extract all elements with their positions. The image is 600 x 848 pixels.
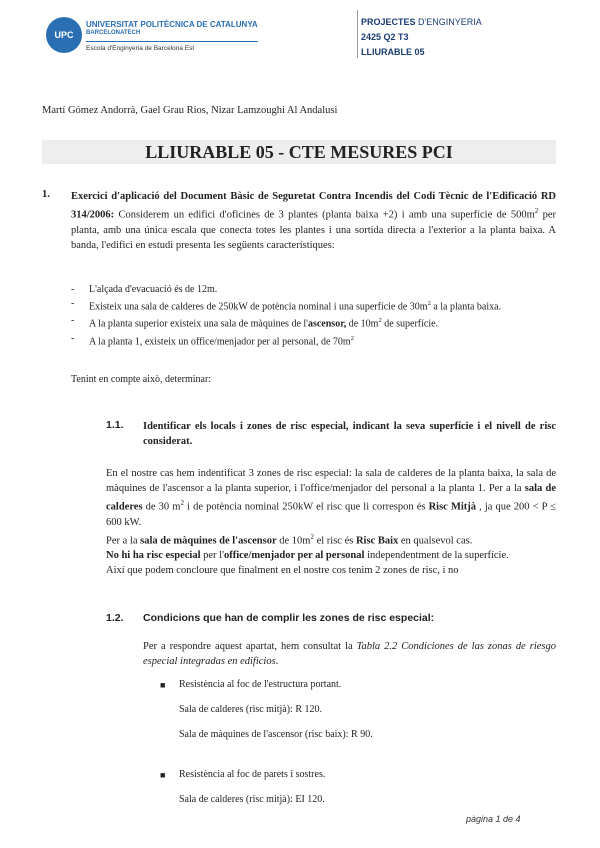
list-item-text: a la planta baixa.	[430, 301, 502, 313]
square-bullet-icon: ■	[160, 770, 166, 780]
list-item	[71, 297, 531, 314]
answer-paragraph	[106, 530, 556, 549]
authors: Martí Gómez Andorrà, Gael Grau Rios, Nizar Lamzoughi Al Andalusi	[42, 105, 338, 116]
section-1-2-number: 1.2.	[106, 612, 124, 624]
section-1-2-title: Condicions que han de complir les zones de risc especial:	[143, 612, 435, 624]
list-item	[71, 283, 531, 297]
answer-sup: 2	[310, 532, 314, 541]
list-item-text: de superfície.	[381, 318, 439, 330]
sub-item: Sala de màquines de l'ascensor (risc baix): R 90.	[179, 729, 373, 740]
answer-bold: Risc Baix	[355, 535, 399, 546]
list-item-sup: 2	[350, 334, 354, 342]
answer-text: , ja que 200 < P ≤ 600 kW.	[106, 501, 556, 528]
answer-bold: sala de màquines de l'ascensor	[140, 535, 277, 546]
project-bold: PROJECTES	[361, 17, 416, 27]
page-footer: pàgina 1 de 4	[466, 814, 521, 824]
page-title: LLIURABLE 05 - CTE MESURES PCI	[145, 142, 453, 162]
question-text	[71, 189, 556, 253]
intro-text: .	[275, 656, 279, 667]
list-item-text: és de 12m.	[171, 284, 218, 295]
list-item	[71, 332, 531, 349]
answer-paragraph	[106, 548, 556, 563]
section-1-1-number: 1.1.	[106, 419, 124, 431]
sub-item: Sala de calderes (risc mitjà): R 120.	[179, 704, 323, 715]
list-item	[71, 314, 531, 331]
sub-item: Sala de calderes (risc mitjà): EI 120.	[179, 794, 325, 805]
answer-sup: 2	[180, 499, 184, 507]
answer-bold: office/menjador per al personal	[223, 550, 365, 561]
list-item-sup: 2	[427, 300, 431, 307]
section-1-1-answer	[106, 466, 556, 578]
answer-paragraph: Així que podem concloure que finalment en el nostre cos tenim 2 zones de risc, i no	[106, 565, 459, 576]
answer-paragraph	[106, 466, 556, 530]
question-text-a: Considerem un edifici d'oficines de 3 plantes (planta baixa +2) i amb una superfície de 500m	[114, 209, 535, 221]
answer-text: de 30 m	[142, 501, 181, 513]
upc-logo-text	[86, 20, 258, 53]
section-1-2-intro	[143, 639, 556, 669]
answer-bold: Risc Mitjà	[428, 501, 477, 513]
upc-logo-mark: UPC	[46, 17, 82, 53]
answer-bold: sala de calderes	[106, 483, 556, 513]
intro-text: Per a respondre aquest apartat, hem consultat la	[143, 641, 357, 652]
question-lead: Exercici d'aplicació del Document Bàsic de Seguretat Contra Incendis del Codi Tècnic de l'Edificació RD 314/2006:	[71, 191, 556, 221]
university-name: UNIVERSITAT POLITÈCNICA DE CATALUNYA	[86, 20, 258, 29]
campus-name: BARCELONATECH	[86, 30, 141, 36]
answer-text: En el nostre cas hem indentificat 3 zones de risc especial: la sala de calderes de la planta baixa, la sala de màquines de l'ascensor a la planta superior, i l'office/menjador del personal a la planta 1. Per a la	[106, 468, 556, 494]
project-label	[361, 15, 482, 30]
question-outro: Tenint en compte això, determinar:	[71, 374, 212, 385]
characteristics-list	[71, 283, 531, 349]
list-dash: -	[71, 284, 75, 295]
answer-text: de 10m	[276, 535, 311, 546]
assignment-label: LLIURABLE 05	[361, 47, 425, 57]
answer-bold: No hi ha risc especial	[106, 550, 201, 561]
answer-text: i de potència nominal 250kW el risc que li correspon és	[183, 501, 429, 513]
bullet-text: Resistència al foc de l'estructura portant.	[179, 679, 342, 690]
list-dash: -	[71, 315, 75, 327]
project-light: D'ENGINYERIA	[415, 17, 482, 27]
list-item-sup: 2	[378, 317, 382, 325]
list-item-text: de 10m	[346, 318, 379, 330]
intro-italic: Tabla 2.2 Condiciones de las zonas de riesgo especial integradas en edificios	[143, 641, 556, 667]
list-item-text: Existeix una sala de calderes de 250kW de potència nominal i una superfície de 30m	[89, 301, 428, 313]
list-dash: -	[71, 332, 75, 344]
question-text-b: per planta, amb una única escala que conecta totes les plantes i una sortida directa a l'exterior a la planta baixa. A banda, l'edifici en estudi presenta les següents característiques:	[71, 209, 556, 251]
upc-logo	[46, 17, 258, 55]
question-sup: 2	[534, 207, 539, 215]
list-item-bold: ascensor,	[307, 318, 347, 330]
section-1-1-title: Identificar els locals i zones de risc especial, indicant la seva superfície i el nivell de risc considerat.	[143, 421, 556, 447]
header-divider	[357, 10, 358, 58]
school-name: Escola d'Enginyeria de Barcelona Est	[86, 41, 258, 53]
answer-text: el risc és	[313, 535, 356, 546]
question-number: 1.	[42, 189, 50, 200]
answer-text: independentment de la superfície.	[364, 550, 509, 561]
answer-text: per l'	[200, 550, 224, 561]
list-item-text: A la planta 1, existeix un office/menjador per al personal, de 70m	[89, 335, 351, 347]
header-info	[361, 15, 482, 60]
list-item-text: A la planta superior existeix una sala de màquines de l'	[89, 318, 308, 330]
square-bullet-icon: ■	[160, 680, 166, 690]
list-dash: -	[71, 298, 75, 309]
answer-text: Per a la	[106, 535, 141, 546]
term-label: 2425 Q2 T3	[361, 32, 409, 42]
answer-text: en qualsevol cas.	[398, 535, 473, 546]
bullet-text: Resistència al foc de parets i sostres.	[179, 769, 326, 780]
list-item-text: L'alçada d'evacuació	[89, 284, 172, 295]
